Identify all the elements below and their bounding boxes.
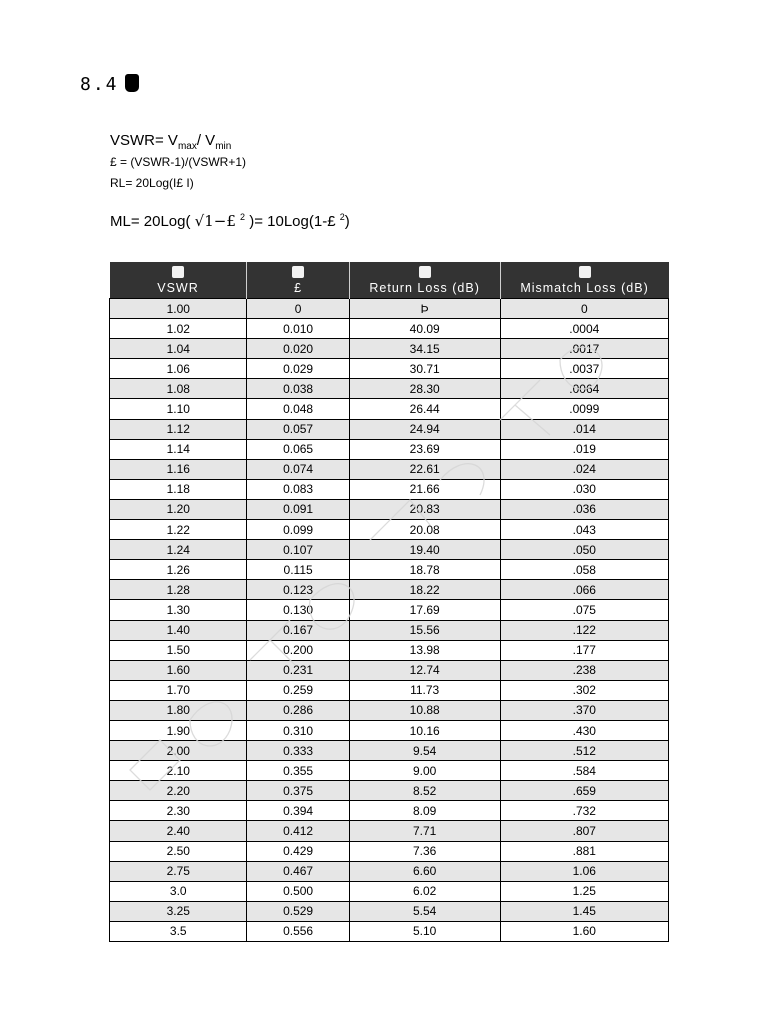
table-cell: 12.74 [349,660,500,680]
table-cell: 0.286 [247,700,349,720]
table-cell: 1.60 [110,660,247,680]
table-row [110,419,669,439]
table-cell: 18.78 [349,560,500,580]
table-cell: 3.0 [110,881,247,901]
table-row [110,881,669,901]
table-cell: 9.54 [349,741,500,761]
table-cell: 6.02 [349,881,500,901]
table-cell: .370 [500,700,668,720]
table-cell: 2.50 [110,841,247,861]
ml-formula-radical: √1−£ [194,212,236,230]
table-cell: 1.45 [500,901,668,921]
table-cell: 2.00 [110,741,247,761]
table-cell: .050 [500,540,668,560]
table-cell: .014 [500,419,668,439]
table-cell: 1.30 [110,600,247,620]
table-row [110,821,669,841]
table-row [110,781,669,801]
table-cell: .043 [500,520,668,540]
header-label: Return Loss (dB) [369,281,480,295]
table-cell: 18.22 [349,580,500,600]
table-row [110,399,669,419]
table-row [110,720,669,740]
table-row [110,439,669,459]
header-glyph-icon [292,266,304,278]
table-cell: 34.15 [349,339,500,359]
table-cell: .732 [500,801,668,821]
table-cell: 1.25 [500,881,668,901]
table-cell: 8.52 [349,781,500,801]
table-cell: 0.123 [247,580,349,600]
table-cell: 1.90 [110,720,247,740]
header-glyph-icon [579,266,591,278]
table-row [110,600,669,620]
table-row [110,580,669,600]
table-cell: 13.98 [349,640,500,660]
table-row [110,741,669,761]
header-label: £ [294,281,303,295]
section-title-glyph-icon [125,74,139,92]
table-cell: .238 [500,660,668,680]
table-cell: 0.029 [247,359,349,379]
table-cell: 0.065 [247,439,349,459]
table-cell: 19.40 [349,540,500,560]
table-cell: 1.26 [110,560,247,580]
table-cell: 2.10 [110,761,247,781]
table-row [110,680,669,700]
table-row [110,379,669,399]
vmax-subscript: max [177,141,197,152]
table-cell: 2.20 [110,781,247,801]
table-cell: .807 [500,821,668,841]
table-cell: 0.020 [247,339,349,359]
table-cell: 0.529 [247,901,349,921]
table-cell: .066 [500,580,668,600]
table-cell: 11.73 [349,680,500,700]
table-cell: 15.56 [349,620,500,640]
table-cell: 0.115 [247,560,349,580]
table-cell: 6.60 [349,861,500,881]
header-return-loss [349,262,500,299]
table-cell: 1.00 [110,299,247,319]
table-cell: 0.231 [247,660,349,680]
vswr-formula-text: VSWR= V [110,132,178,149]
table-cell: 1.04 [110,339,247,359]
table-cell: 10.16 [349,720,500,740]
return-loss-formula: RL= 20Log(I£ I) [110,176,194,190]
table-cell: 1.18 [110,479,247,499]
table-row [110,540,669,560]
table-cell: .512 [500,741,668,761]
table-cell: .019 [500,439,668,459]
table-cell: 1.50 [110,640,247,660]
vswr-formula [110,132,231,152]
table-cell: 1.10 [110,399,247,419]
table-cell: 7.36 [349,841,500,861]
table-cell: 0.467 [247,861,349,881]
table-cell: .036 [500,499,668,519]
table-row [110,520,669,540]
ml-formula-mid: )= 10Log(1-£ [249,213,336,230]
table-cell: 23.69 [349,439,500,459]
table-cell: .030 [500,479,668,499]
table-cell: .075 [500,600,668,620]
table-cell: 0.259 [247,680,349,700]
table-row [110,861,669,881]
table-cell: 0 [500,299,668,319]
table-row [110,640,669,660]
table-cell: 2.30 [110,801,247,821]
table-cell: 28.30 [349,379,500,399]
table-cell: 1.40 [110,620,247,640]
table-cell: .659 [500,781,668,801]
table-cell: 1.24 [110,540,247,560]
table-cell: 0.048 [247,399,349,419]
table-cell: 0 [247,299,349,319]
table-cell: 10.88 [349,700,500,720]
table-row [110,620,669,640]
vswr-formula-slash: / V [196,132,216,149]
table-row [110,660,669,680]
ml-formula-end: ) [344,213,350,230]
header-gamma [247,262,349,299]
table-row [110,499,669,519]
table-cell: .0004 [500,319,668,339]
table-body [110,299,669,942]
table-row [110,479,669,499]
table-cell: 0.355 [247,761,349,781]
table-cell: 8.09 [349,801,500,821]
table-cell: 1.60 [500,921,668,941]
header-glyph-icon [419,266,431,278]
table-cell: 1.14 [110,439,247,459]
table-row [110,319,669,339]
table-cell: .0099 [500,399,668,419]
table-cell: 2.75 [110,861,247,881]
table-cell: 0.074 [247,459,349,479]
table-cell: 20.83 [349,499,500,519]
table-cell: 0.010 [247,319,349,339]
table-cell: 1.80 [110,700,247,720]
table-cell: 0.130 [247,600,349,620]
table-cell: 26.44 [349,399,500,419]
table-cell: 0.091 [247,499,349,519]
table-cell: 1.08 [110,379,247,399]
table-cell: 21.66 [349,479,500,499]
table-cell: .177 [500,640,668,660]
table-cell: 0.333 [247,741,349,761]
table-cell: .122 [500,620,668,640]
table-cell: 0.099 [247,520,349,540]
table-cell: 3.25 [110,901,247,921]
header-vswr [110,262,247,299]
table-cell: 1.12 [110,419,247,439]
table-cell: 0.500 [247,881,349,901]
header-mismatch-loss [500,262,668,299]
table-row [110,761,669,781]
table-cell: 1.06 [500,861,668,881]
header-glyph-icon [172,266,184,278]
table-row [110,901,669,921]
table-cell: 0.429 [247,841,349,861]
table-cell: 0.057 [247,419,349,439]
table-cell: 9.00 [349,761,500,781]
table-row [110,700,669,720]
table-row [110,801,669,821]
table-cell: 0.412 [247,821,349,841]
gamma-formula: £ = (VSWR-1)/(VSWR+1) [110,155,247,169]
table-cell: 0.556 [247,921,349,941]
table-cell: 1.06 [110,359,247,379]
table-cell: .302 [500,680,668,700]
table-cell: 0.083 [247,479,349,499]
table-cell: 24.94 [349,419,500,439]
table-cell: 0.038 [247,379,349,399]
table-cell: 0.107 [247,540,349,560]
table-cell: 17.69 [349,600,500,620]
table-cell: 1.16 [110,459,247,479]
table-cell: 2.40 [110,821,247,841]
table-cell: 1.20 [110,499,247,519]
table-row [110,359,669,379]
table-cell: .0017 [500,339,668,359]
table-cell: 40.09 [349,319,500,339]
ml-formula-prefix: ML= 20Log( [110,213,191,230]
table-cell: 5.54 [349,901,500,921]
table-cell: 7.71 [349,821,500,841]
table-cell: .0064 [500,379,668,399]
table-cell: 22.61 [349,459,500,479]
table-cell: 0.375 [247,781,349,801]
table-cell: .058 [500,560,668,580]
section-number: 8.4 [80,74,119,95]
header-label: Mismatch Loss (dB) [520,281,649,295]
table-cell: 5.10 [349,921,500,941]
table-cell: 1.22 [110,520,247,540]
table-header-row [110,262,669,299]
table-row [110,921,669,941]
table-row [110,459,669,479]
table-row [110,299,669,319]
table-cell: 0.200 [247,640,349,660]
table-cell: 20.08 [349,520,500,540]
table-cell: .881 [500,841,668,861]
ml-formula-exponent: 2 [240,212,246,222]
vmin-subscript: min [215,141,232,152]
mismatch-loss-formula [110,212,350,230]
vswr-table [109,262,669,942]
table-cell: 3.5 [110,921,247,941]
table-cell: 0.167 [247,620,349,640]
section-heading [80,74,139,95]
table-cell: Þ [349,299,500,319]
table-row [110,339,669,359]
table-cell: 1.02 [110,319,247,339]
ml-formula-exponent-2: 2 [339,212,345,222]
table-cell: .0037 [500,359,668,379]
header-label: VSWR [157,281,199,295]
table-cell: 1.28 [110,580,247,600]
table-cell: 30.71 [349,359,500,379]
table-cell: .430 [500,720,668,740]
table-cell: 0.394 [247,801,349,821]
table-row [110,841,669,861]
table-cell: 0.310 [247,720,349,740]
table-cell: .584 [500,761,668,781]
table-row [110,560,669,580]
table-cell: 1.70 [110,680,247,700]
table-cell: .024 [500,459,668,479]
